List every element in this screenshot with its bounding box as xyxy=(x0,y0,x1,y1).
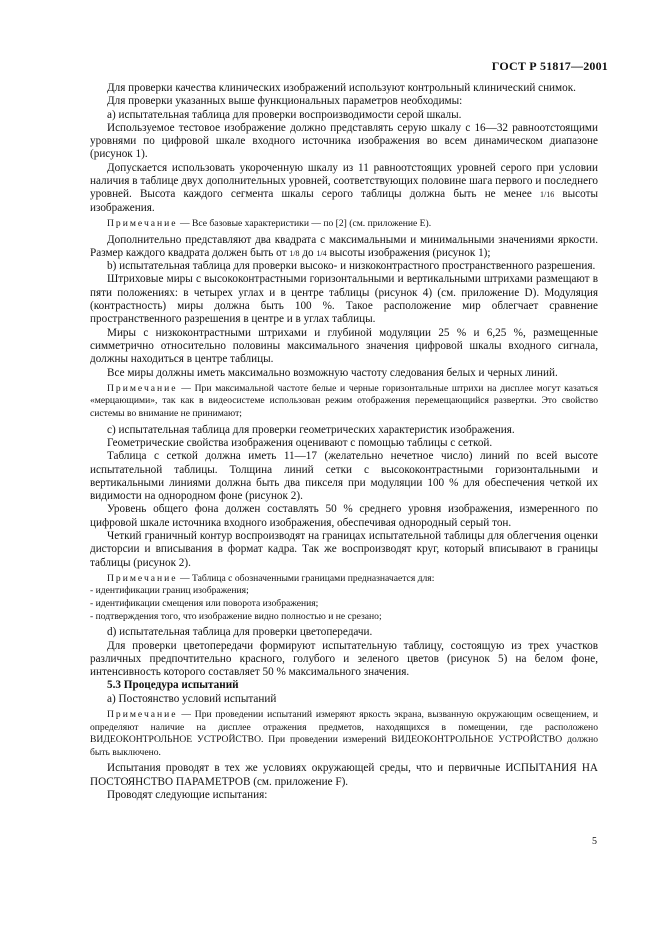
note-text: — Все базовые характеристики — по [2] (см. приложение E). xyxy=(177,217,432,229)
note-label: Примечание xyxy=(107,382,178,394)
note-text: — При проведении испытаний измеряют яркость экрана, вызванную окружающим освещением, и определяют наличие на дисплее отражения предметов, находящихся в помещении, где расположено ВИДЕОКОНТРОЛЬНОЕ УСТРОЙСТВО. При проведении измерений ВИДЕОКОНТРОЛЬНОЕ УСТРОЙСТВО должно быть выключено. xyxy=(90,709,598,758)
paragraph xyxy=(90,234,598,261)
paragraph: Для проверки цветопередачи формируют испытательную таблицу, состоящую из трех участков различных предпочтительно красного, голубого и зеленого цветов (рисунок 5) на белом фоне, интенсивность которого составляет 50 % максимального значения. xyxy=(90,639,598,679)
note xyxy=(90,709,598,759)
note-list-item: - идентификации смещения или поворота изображения; xyxy=(90,598,319,610)
note-label: Примечание xyxy=(107,572,178,584)
page-number: 5 xyxy=(592,836,597,847)
note-label: Примечание xyxy=(107,709,178,721)
fraction: 1/16 xyxy=(539,190,555,200)
paragraph: Уровень общего фона должен составлять 50 % среднего уровня изображения, измеренного по цифровой шкале источника входного изображения, обеспечивая однородный серый тон. xyxy=(90,503,598,529)
note xyxy=(90,383,598,421)
list-item-a: а) испытательная таблица для проверки воспроизводимости серой шкалы. xyxy=(107,108,462,121)
note xyxy=(90,573,598,586)
text-run: высоты изображения (рисунок 1); xyxy=(326,246,491,259)
note-text: — При максимальной частоте белые и черные горизонтальные штрихи на дисплее могут казаться «мерцающими», так как в видеосистеме использован режим отображения перемещающийся развертки. Это свойство системы во внимание не принимают; xyxy=(90,382,598,420)
list-item-c: с) испытательная таблица для проверки геометрических характеристик изображения. xyxy=(107,423,515,436)
paragraph: Геометрические свойства изображения оценивают с помощью таблицы с сеткой. xyxy=(107,436,493,449)
note xyxy=(90,218,598,231)
list-item-d: d) испытательная таблица для проверки цветопередачи. xyxy=(107,626,373,639)
standard-header: ГОСТ Р 51817—2001 xyxy=(491,59,608,73)
text-run: высоты изображения. xyxy=(90,188,598,214)
paragraph: Используемое тестовое изображение должно представлять серую шкалу с 16—32 равноотстоящими уровнями по цифровой шкале входного источника изображения во всем динамическом диапазоне (рисунок 1). xyxy=(90,121,598,161)
paragraph: Проводят следующие испытания: xyxy=(107,789,268,801)
text-run: Дополнительно представляют два квадрата с максимальными и минимальными значениями яркости. Размер каждого квадрата должен быть от xyxy=(90,233,598,259)
text-run: до xyxy=(299,246,317,259)
paragraph: Для проверки качества клинических изображений используют контрольный клинический снимок. xyxy=(107,82,576,94)
paragraph: Таблица с сеткой должна иметь 11—17 (желательно нечетное число) линий по всей высоте испытательной таблицы. Толщина линий сетки с высококонтрастными горизонтальными и вертикальными линиями должна быть два пикселя при модуляции 100 % для обеспечения четкой их видимости на однородном фоне (рисунок 2). xyxy=(90,450,598,503)
list-item-b: b) испытательная таблица для проверки высоко- и низкоконтрастного пространственного разрешения. xyxy=(107,260,596,273)
paragraph: Четкий граничный контур воспроизводят на границах испытательной таблицы для облегчения оценки дисторсии и вписывания в формат кадра. Так же воспроизводят круг, который вписывают в границы таблицы (рисунок 2). xyxy=(90,529,598,569)
note-label: Примечание xyxy=(107,217,178,229)
fraction: 1/4 xyxy=(316,248,327,258)
text-run: Допускается использовать укороченную шкалу из 11 равноотстоящих уровней серого при условии наличия в таблице двух дополнительных уровней, соответствующих половине шага первого и последнего уровней. Высота каждого сегмента шкалы серого таблицы должна быть не менее xyxy=(90,161,598,201)
paragraph: Для проверки указанных выше функциональных параметров необходимы: xyxy=(107,95,463,108)
note-text: — Таблица с обозначенными границами предназначается для: xyxy=(177,572,435,584)
note-list-item: - подтверждения того, что изображение видно полностью и не срезано; xyxy=(90,610,382,622)
fraction: 1/8 xyxy=(289,248,300,258)
paragraph: Штриховые миры с высококонтрастными горизонтальными и вертикальными штрихами размещают в пяти положениях: в четырех углах и в центре таблицы (рисунок 4) (см. приложение D). Модуляция (контрастность) миры должна быть 100 %. Такое расположение мир облегчает сравнение пространственного разрешения в центре и в углах таблицы. xyxy=(90,273,598,326)
paragraph: Испытания проводят в тех же условиях окружающей среды, что и первичные ИСПЫТАНИЯ НА ПОСТОЯНСТВО ПАРАМЕТРОВ (см. приложение F). xyxy=(90,762,598,788)
list-item-a: а) Постоянство условий испытаний xyxy=(107,692,277,705)
paragraph xyxy=(90,162,598,215)
paragraph: Все миры должны иметь максимально возможную частоту следования белых и черных линий. xyxy=(107,366,558,379)
paragraph: Миры с низкоконтрастными штрихами и глубиной модуляции 25 % и 6,25 %, размещенные симметрично относительно половины максимального значения цифровой шкалы входного сигнала, должны находиться в центре таблицы. xyxy=(90,326,598,366)
note-list-item: - идентификации границ изображения; xyxy=(90,585,249,597)
document-body xyxy=(90,82,598,802)
section-title: 5.3 Процедура испытаний xyxy=(107,679,239,692)
